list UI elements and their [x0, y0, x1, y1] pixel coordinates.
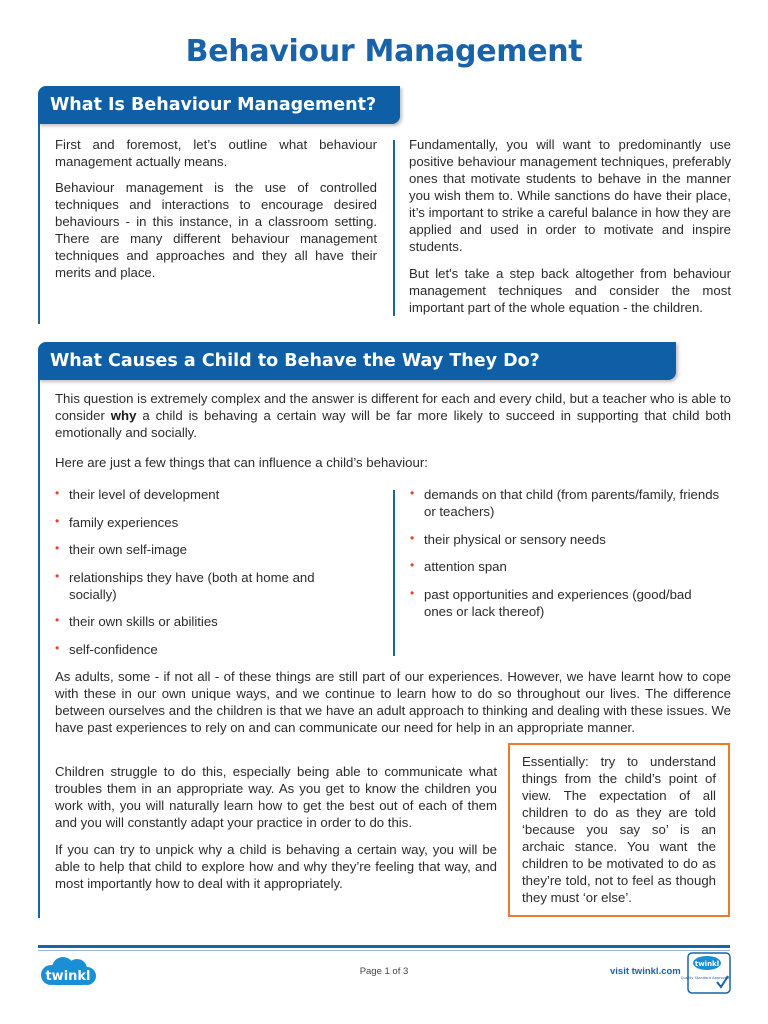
- bullet-icon: •: [55, 613, 60, 627]
- list-item: [55, 541, 315, 558]
- bullet-icon: •: [55, 513, 60, 528]
- bullet-list-left: [55, 486, 315, 668]
- list-item-text: family experiences: [69, 514, 179, 530]
- bullet-icon: •: [410, 558, 415, 572]
- intro-paragraph: [55, 390, 731, 441]
- intro-text: This question is extremely complex and the answer is different for each and every child, but a teacher who is able to consider: [55, 391, 731, 423]
- list-item-text: relationships they have (both at home and socially): [69, 569, 315, 602]
- section-divider-left: [38, 380, 40, 918]
- footer-rule-thin: [38, 950, 730, 951]
- list-item: [410, 531, 720, 548]
- paragraph: As adults, some - if not all - of these things are still part of our experiences. However, we have learnt how to cope with these in our own unique ways, and we continue to learn how to do so throughout our lives. The difference between ourselves and the children is that we have an adult approach to thinking and dealing with these issues. We have past experiences to rely on and can communicate our need for help in an appropriate manner.: [55, 669, 731, 735]
- page-number: Page 1 of 3: [359, 966, 409, 977]
- list-item-text: their level of development: [69, 487, 220, 502]
- list-item: [55, 486, 315, 503]
- intro-emphasis: why: [110, 408, 137, 423]
- bullet-icon: •: [55, 541, 60, 555]
- list-item: [55, 641, 315, 658]
- page-title: Behaviour Management: [185, 34, 583, 69]
- paragraph: But let's take a step back altogether from behaviour management techniques and consider the most important part of the whole equation - the children.: [409, 266, 731, 315]
- list-item-text: attention span: [424, 559, 507, 574]
- section-heading-what-is: What Is Behaviour Management?: [38, 86, 400, 124]
- quality-badge-icon: [680, 952, 731, 994]
- bullet-icon: •: [55, 640, 60, 655]
- list-item: [55, 569, 315, 603]
- list-item: [55, 514, 315, 531]
- callout-text: Essentially: try to understand things from the child’s point of view. The expectation of all children to do as they are told ‘because you say so’ is an archaic stance. You want the children to be motivated to do as they’re told, not to feel as though they must ‘or else’.: [522, 754, 716, 905]
- list-item: [410, 586, 720, 620]
- callout-box: [508, 743, 730, 917]
- list-item-text: their own self-image: [69, 542, 188, 557]
- bullet-icon: •: [410, 585, 415, 600]
- list-item: [55, 613, 315, 630]
- list-item-text: past opportunities and experiences (good/bad ones or lack thereof): [424, 586, 692, 619]
- logo-text: twinkl: [45, 969, 91, 984]
- section-heading-what-causes: What Causes a Child to Behave the Way They Do?: [38, 342, 676, 380]
- visit-link[interactable]: visit twinkl.com: [610, 966, 681, 977]
- paragraph: Fundamentally, you will want to predominantly use positive behaviour management techniques, preferably ones that motivate students to behave in the manner you wish them to. While sanctions do have their place, it’s important to strike a careful balance in how they are applied and used in order to motivate and inspire students.: [409, 137, 731, 254]
- list-item: [410, 486, 720, 520]
- list-item-text: their physical or sensory needs: [424, 531, 606, 547]
- paragraph: Children struggle to do this, especially being able to communicate what troubles them in an appropriate way. As you get to know the children you work with, you will naturally learn how to get the best out of each of them and you will constantly adapt your practice in order to do this.: [55, 764, 497, 830]
- column-divider: [393, 490, 395, 656]
- list-item-text: self-confidence: [69, 641, 158, 657]
- bullet-list-right: [410, 486, 720, 630]
- badge-brand: twinkl: [694, 960, 720, 968]
- bullet-icon: •: [410, 530, 415, 545]
- list-intro: Here are just a few things that can influence a child’s behaviour:: [55, 455, 428, 470]
- column-divider: [393, 140, 395, 316]
- list-item: [410, 558, 720, 575]
- intro-text: a child is behaving a certain way will be far more likely to succeed in supporting that child both emotionally and socially.: [55, 408, 731, 440]
- badge-caption: Quality Standard Approved: [680, 976, 730, 980]
- paragraph: Behaviour management is the use of controlled techniques and interactions to encourage desired behaviours - in this instance, in a classroom setting. There are many different behaviour management techniques and approaches and they all have their merits and place.: [55, 180, 377, 280]
- paragraph: First and foremost, let’s outline what behaviour management actually means.: [55, 137, 377, 169]
- bullet-icon: •: [410, 486, 415, 500]
- footer-rule: [38, 945, 730, 948]
- bullet-icon: •: [55, 568, 60, 583]
- bullet-icon: •: [55, 486, 60, 500]
- list-item-text: their own skills or abilities: [69, 614, 218, 629]
- section-divider-left: [38, 124, 40, 324]
- paragraph: If you can try to unpick why a child is behaving a certain way, you will be able to help that child to explore how and why they’re feeling that way, and most importantly how to deal with it appropriately.: [55, 842, 497, 891]
- list-item-text: demands on that child (from parents/family, friends or teachers): [424, 487, 720, 519]
